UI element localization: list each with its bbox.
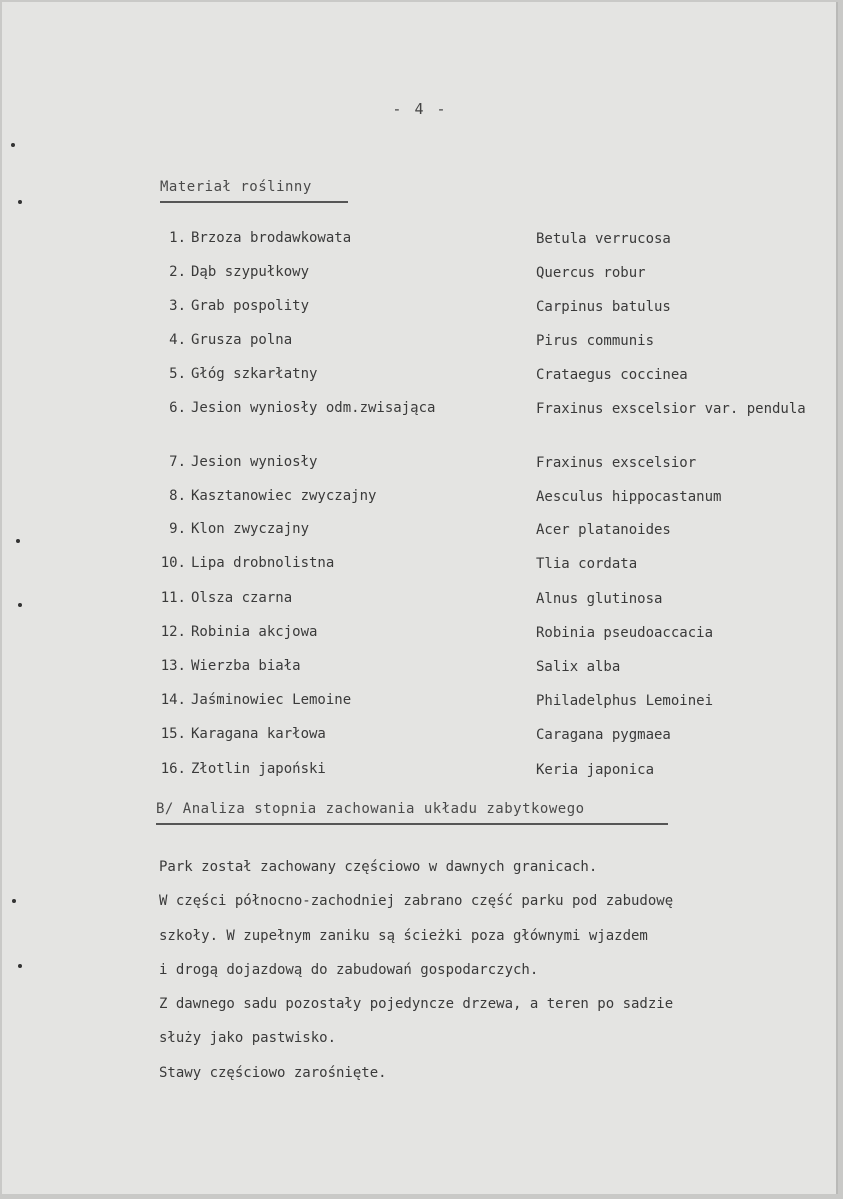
- plant-number: 15.: [160, 726, 186, 742]
- plant-number: 13.: [160, 658, 186, 674]
- plant-polish-name: Jesion wyniosły odm.zwisająca: [191, 400, 436, 416]
- plant-polish-name: Karagana karłowa: [191, 726, 326, 742]
- plant-latin-name: Fraxinus exscelsior var. pendula: [536, 401, 806, 417]
- plant-number: 5.: [169, 366, 186, 382]
- plant-latin-name: Aesculus hippocastanum: [536, 489, 722, 505]
- paragraph-line: szkoły. W zupełnym zaniku są ścieżki poza głównymi wjazdem: [159, 927, 648, 944]
- heading-analysis: B/ Analiza stopnia zachowania układu zabytkowego: [156, 801, 668, 825]
- plant-polish-name: Jaśminowiec Lemoine: [191, 692, 352, 708]
- plant-polish-name: Brzoza brodawkowata: [191, 230, 352, 246]
- plant-latin-name: Robinia pseudoaccacia: [536, 625, 714, 641]
- punch-mark: [16, 539, 20, 543]
- plant-number: 10.: [160, 555, 186, 571]
- paragraph-line: W części północno-zachodniej zabrano część parku pod zabudowę: [159, 893, 674, 910]
- paragraph-line: Z dawnego sadu pozostały pojedyncze drzewa, a teren po sadzie: [159, 996, 674, 1013]
- paragraph-line: i drogą dojazdową do zabudowań gospodarczych.: [159, 961, 539, 978]
- heading-plant-material: Materiał roślinny: [160, 179, 348, 203]
- plant-latin-name: Pirus communis: [536, 333, 655, 349]
- plant-latin-name: Carpinus batulus: [536, 299, 671, 315]
- plant-latin-name: Tlia cordata: [536, 556, 638, 572]
- plant-polish-name: Klon zwyczajny: [191, 521, 310, 537]
- punch-mark: [18, 200, 22, 204]
- plant-number: 4.: [169, 332, 186, 348]
- paragraph-line: służy jako pastwisko.: [159, 1030, 337, 1047]
- plant-number: 8.: [169, 488, 186, 504]
- plant-number: 12.: [160, 624, 186, 640]
- plant-latin-name: Betula verrucosa: [536, 231, 671, 247]
- plant-polish-name: Olsza czarna: [191, 590, 293, 606]
- plant-number: 11.: [160, 590, 186, 606]
- plant-number: 14.: [160, 692, 186, 708]
- page-number: - 4 -: [392, 100, 448, 118]
- punch-mark: [12, 899, 16, 903]
- plant-polish-name: Grusza polna: [191, 332, 293, 348]
- plant-number: 9.: [169, 521, 186, 537]
- punch-mark: [18, 964, 22, 968]
- plant-polish-name: Grab pospolity: [191, 298, 310, 314]
- paragraph-line: Stawy częściowo zarośnięte.: [159, 1064, 387, 1081]
- plant-latin-name: Quercus robur: [536, 265, 646, 281]
- plant-polish-name: Kasztanowiec zwyczajny: [191, 488, 377, 504]
- plant-latin-name: Crataegus coccinea: [536, 367, 688, 383]
- plant-polish-name: Wierzba biała: [191, 658, 301, 674]
- analysis-paragraph: [159, 850, 819, 1090]
- paragraph-line: Park został zachowany częściowo w dawnych granicach.: [159, 859, 598, 875]
- plant-latin-name: Philadelphus Lemoinei: [536, 693, 714, 709]
- plant-number: 1.: [169, 230, 186, 246]
- plant-number: 7.: [169, 454, 186, 470]
- plant-polish-name: Złotlin japoński: [191, 761, 326, 777]
- plant-number: 6.: [169, 400, 186, 416]
- plant-number: 3.: [169, 298, 186, 314]
- plant-number: 2.: [169, 264, 186, 280]
- plant-number: 16.: [160, 761, 186, 777]
- plant-polish-name: Robinia akcjowa: [191, 624, 318, 640]
- plant-polish-name: Jesion wyniosły: [191, 454, 318, 470]
- plant-polish-name: Lipa drobnolistna: [191, 555, 335, 571]
- document-page: [2, 2, 838, 1194]
- punch-mark: [11, 143, 15, 147]
- plant-latin-name: Salix alba: [536, 659, 621, 675]
- plant-latin-name: Caragana pygmaea: [536, 727, 671, 743]
- plant-latin-name: Fraxinus exscelsior: [536, 455, 697, 471]
- plant-polish-name: Dąb szypułkowy: [191, 264, 310, 280]
- plant-latin-name: Alnus glutinosa: [536, 591, 663, 607]
- plant-latin-name: Keria japonica: [536, 762, 655, 778]
- plant-latin-name: Acer platanoides: [536, 522, 671, 538]
- punch-mark: [18, 603, 22, 607]
- plant-polish-name: Głóg szkarłatny: [191, 366, 318, 382]
